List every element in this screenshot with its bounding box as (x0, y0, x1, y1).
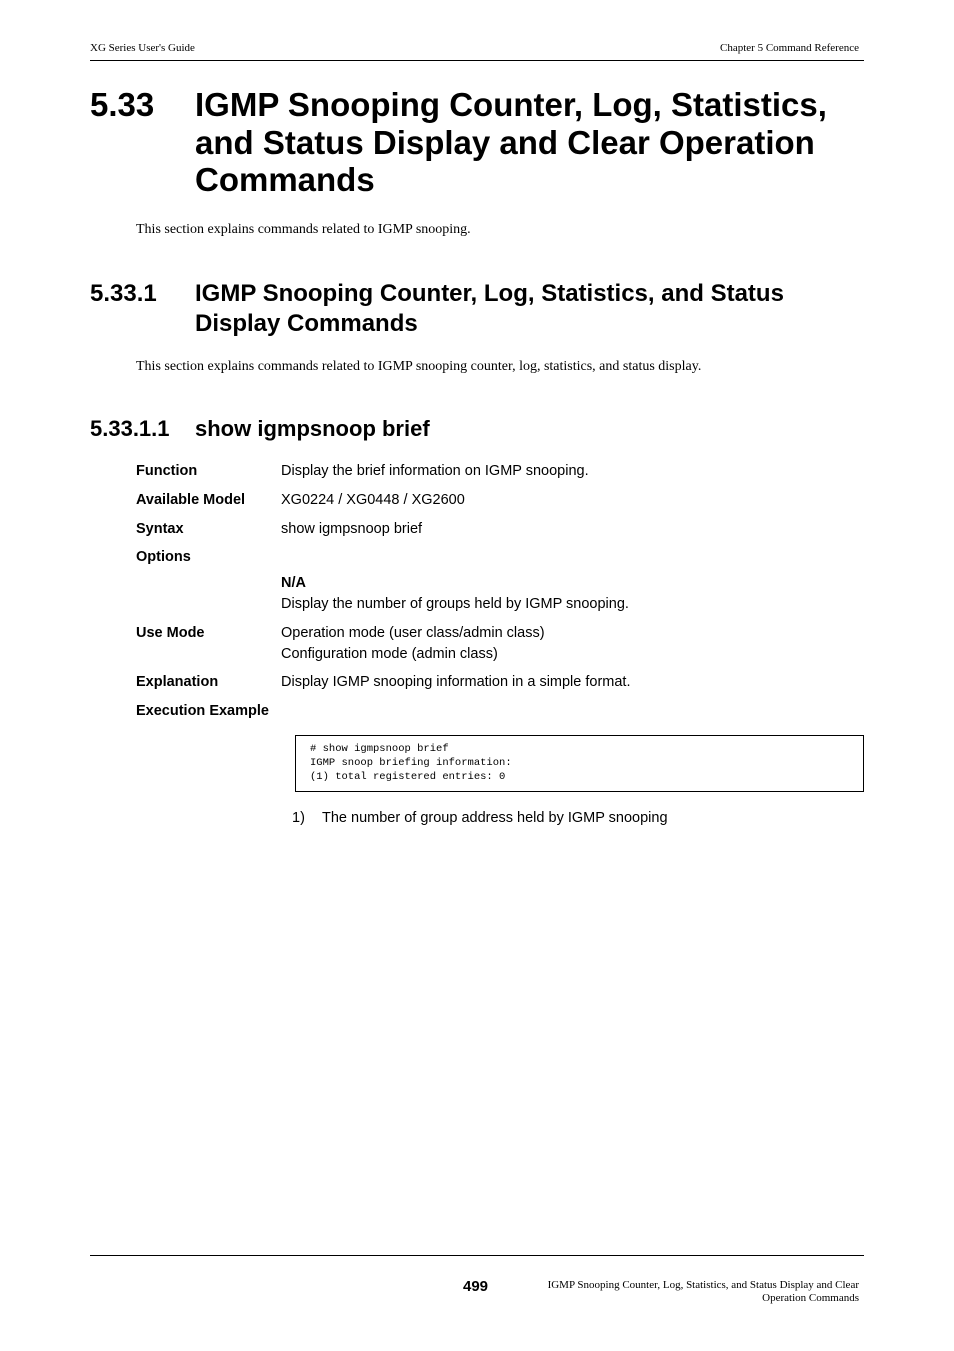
command-number: 5.33.1.1 (90, 416, 170, 441)
header-guide-title: XG Series User's Guide (90, 42, 195, 54)
header-chapter-title: Chapter 5 Command Reference (720, 42, 859, 54)
use-mode-line-2: Configuration mode (admin class) (281, 646, 498, 662)
execution-example-box (295, 735, 864, 792)
use-mode-line-1: Operation mode (user class/admin class) (281, 625, 545, 641)
note-text: The number of group address held by IGMP snooping (322, 810, 668, 826)
function-label: Function (136, 463, 198, 479)
syntax-value: show igmpsnoop brief (281, 521, 423, 537)
subsection-intro: This section explains commands related to IGMP snooping counter, log, statistics, and status display. (136, 359, 702, 374)
execution-example-code: # show igmpsnoop brief IGMP snoop briefing information: (1) total registered entries: 0 (310, 743, 512, 783)
footer-title-line-2: Operation Commands (762, 1292, 859, 1304)
subsection-number: 5.33.1 (90, 280, 157, 307)
syntax-label: Syntax (136, 521, 184, 537)
section-number: 5.33 (90, 86, 155, 123)
explanation-label: Explanation (136, 674, 219, 690)
section-intro: This section explains commands related to IGMP snooping. (136, 222, 471, 237)
function-value: Display the brief information on IGMP snooping. (281, 463, 589, 479)
note-number: 1) (292, 810, 305, 826)
page-number: 499 (463, 1278, 489, 1295)
explanation-value: Display IGMP snooping information in a simple format. (281, 674, 631, 690)
footer-divider (90, 1255, 864, 1256)
options-label: Options (136, 549, 191, 565)
model-value: XG0224 / XG0448 / XG2600 (281, 492, 465, 508)
command-title: show igmpsnoop brief (195, 416, 430, 441)
footer-section-title (548, 1279, 859, 1305)
use-mode-label: Use Mode (136, 625, 205, 641)
model-label: Available Model (136, 492, 246, 508)
option-description: Display the number of groups held by IGMP snooping. (281, 596, 629, 612)
section-title: IGMP Snooping Counter, Log, Statistics, and Status Display and Clear Operation Commands (195, 86, 827, 198)
footer-title-line-1: IGMP Snooping Counter, Log, Statistics, and Status Display and Clear (547, 1279, 859, 1291)
execution-example-label: Execution Example (136, 703, 269, 719)
subsection-title: IGMP Snooping Counter, Log, Statistics, and Status Display Commands (195, 280, 784, 337)
header-divider (90, 60, 864, 61)
option-name: N/A (281, 575, 306, 591)
